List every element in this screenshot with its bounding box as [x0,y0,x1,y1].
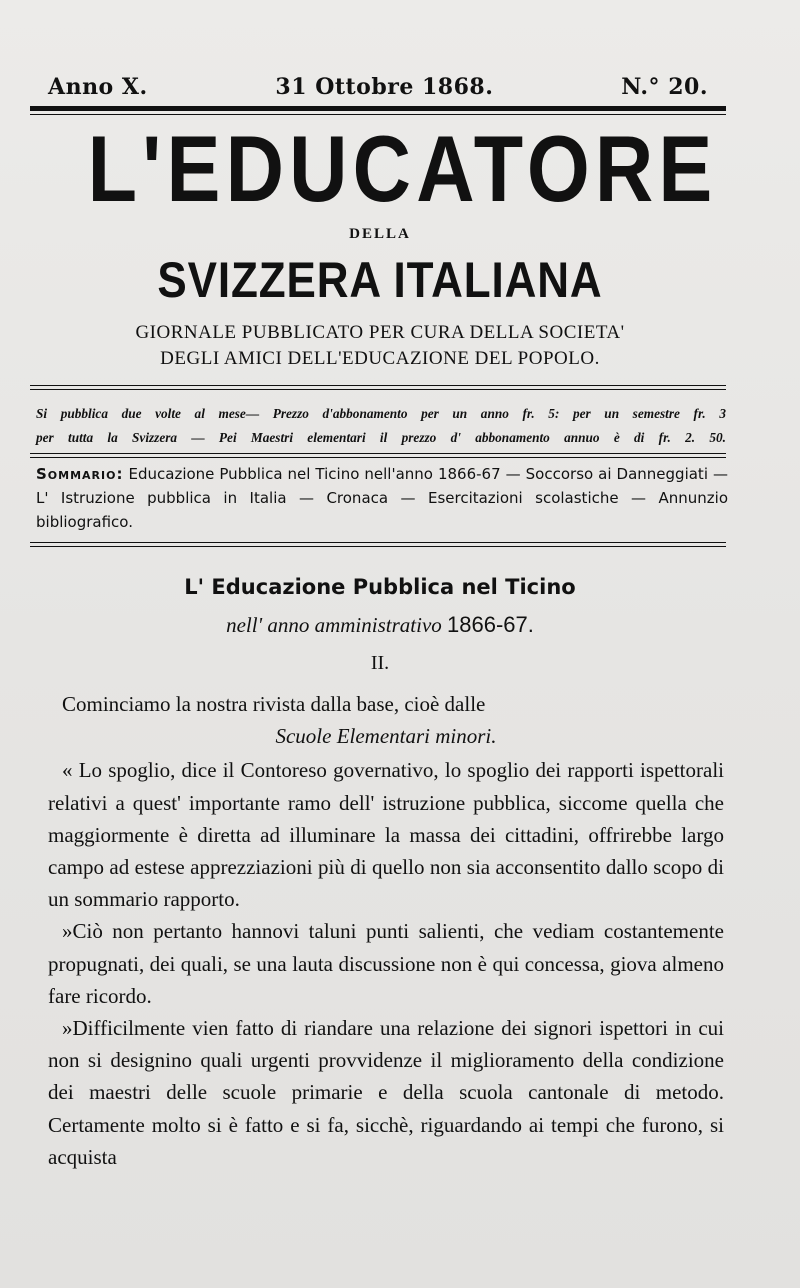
issue-date: 31 Ottobre 1868. [275,74,494,100]
article-subtitle [40,612,720,638]
table-of-contents [36,462,728,534]
subscription-line-2: per tutta la Svizzera — Pei Maestri elementari il prezzo d' abbonamento annuo è di fr. 2. 50. [36,430,726,445]
subscription-line-1: Si pubblica due volte al mese— Prezzo d'abbonamento per un anno fr. 5: per un semestre fr. 3 [36,406,726,421]
masthead-della: DELLA [349,226,411,242]
article-subtitle-text: nell' anno amministrativo [226,613,442,637]
masthead-subtitle: SVIZZERA ITALIANA [157,252,603,308]
masthead-title: L'EDUCATORE [87,116,718,221]
tagline-line-1: GIORNALE PUBBLICATO PER CURA DELLA SOCIETA' [135,322,625,343]
sommario-rule-bottom-2 [30,546,726,547]
paragraph-quote-1: « Lo spoglio, dice il Contoreso governativo, lo spoglio dei rapporti ispettorali relativi a quest' importante ramo dell' istruzione pubblica, siccome quella che maggiormente è diretta ad illuminare la massa dei cittadini, offrirebbe largo campo ad estese apprezziazioni più di quello non sia acconsentito dallo scopo di un sommario rapporto. [48,758,724,912]
subscription-rule-top-2 [30,389,726,390]
header-rule [30,106,726,111]
volume-label: Anno X. [48,74,148,100]
sommario-rule-top [30,453,726,454]
sommario-rule-top-2 [30,457,726,458]
paragraph-intro: Cominciamo la nostra rivista dalla base, cioè dalle [62,692,486,716]
paragraph-heading: Scuole Elementari minori. [275,724,497,749]
subscription-rule-top [30,385,726,386]
subscription-info [36,402,726,450]
tagline-line-2: DEGLI AMICI DELL'EDUCAZIONE DEL POPOLO. [160,348,600,369]
paragraph-quote-3: »Difficilmente vien fatto di riandare una relazione dei signori ispettori in cui non si designino quali urgenti provvidenze il miglioramento della condizione dei maestri delle scuole primarie e della scuola cantonale di metodo. Certamente molto si è fatto e si fa, sicchè, riguardando ai tempi che furono, si acquista [48,1016,724,1169]
article-subtitle-year: 1866-67. [447,612,534,637]
issue-number: N.° 20. [621,74,708,100]
article-title: L' Educazione Pubblica nel Ticino [184,575,576,599]
sommario-text: Educazione Pubblica nel Ticino nell'anno 1866-67 — Soccorso ai Danneggiati — L' Istruzione pubblica in Italia — Cronaca — Esercitazioni scolastiche — Annunzio bibliografico. [36,465,728,531]
sommario-rule-bottom [30,542,726,543]
paragraph-quote-2: »Ciò non pertanto hannovi taluni punti salienti, che vediam costantemente propugnati, dei quali, se una lauta discussione non è qui concessa, giova almeno fare ricordo. [48,919,724,1008]
article-body [48,688,724,1173]
issue-header [48,74,708,100]
header-rule-thin [30,114,726,115]
section-number: II. [370,652,390,674]
sommario-label: Sommario: [36,465,124,483]
